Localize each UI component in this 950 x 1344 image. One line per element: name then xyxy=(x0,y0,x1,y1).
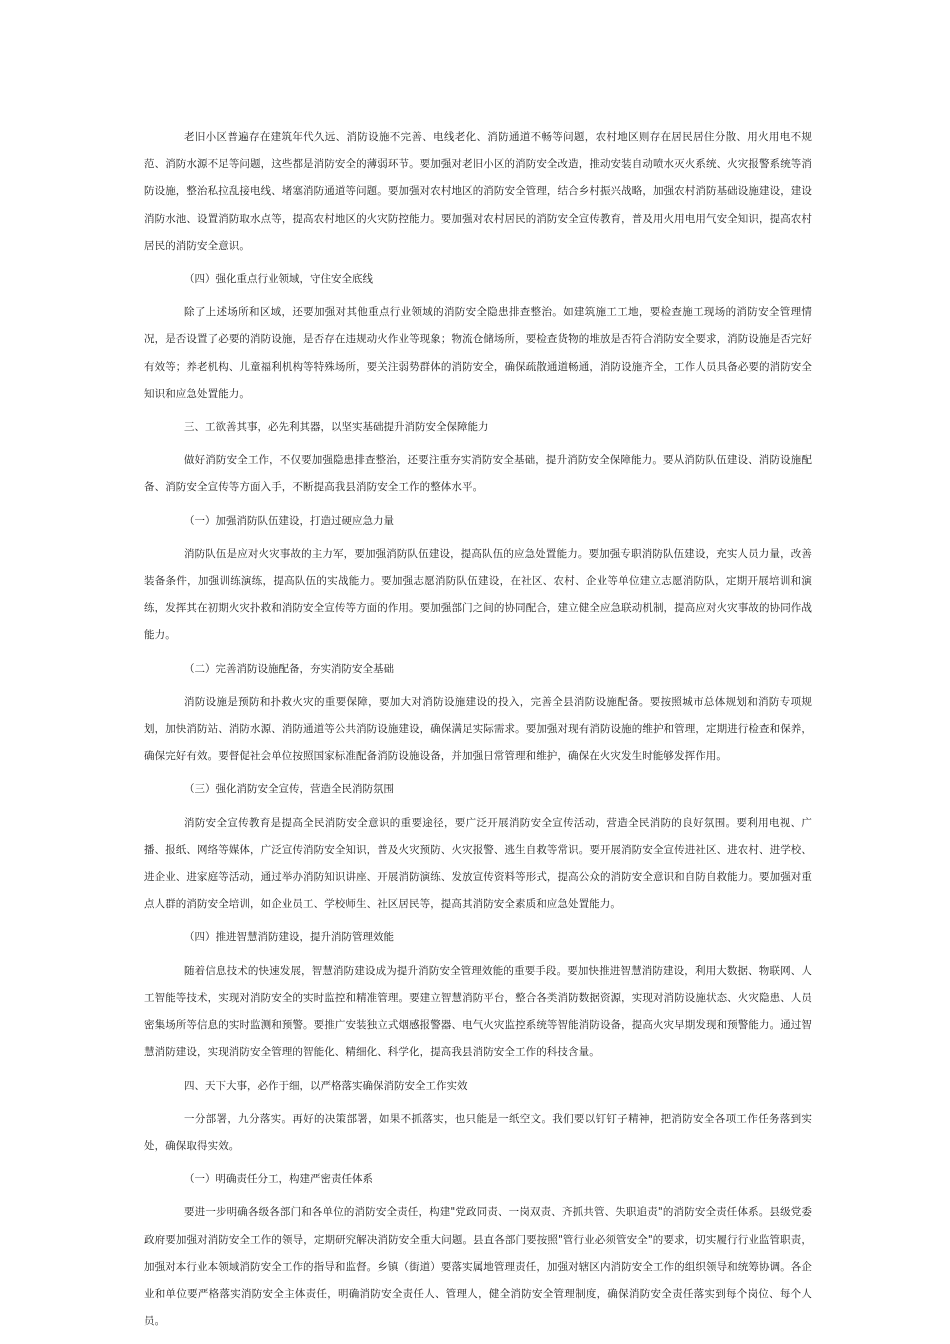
heading-responsibility: （一）明确责任分工，构建严密责任体系 xyxy=(184,1173,373,1186)
paragraph-fire-teams: 消防队伍是应对火灾事故的主力军，要加强消防队伍建设，提高队伍的应急处置能力。要加强专职消防队伍建设，充实人员力量，改善装备条件，加强训练演练，提高队伍的实战能力。要加强志愿消防队伍建设，在社区、农村、企业等单位建立志愿消防队，定期开展培训和演练，发挥其在初期火灾扑救和消防安全宣传等方面的作用。要加强部门之间的协同配合，建立健全应急联动机制，提高应对火灾事故的协同作战能力。 xyxy=(144,547,812,642)
heading-section-four: 四、天下大事，必作于细，以严格落实确保消防安全工作实效 xyxy=(184,1079,468,1092)
paragraph-section-three-intro: 做好消防安全工作，不仅要加强隐患排查整治，还要注重夯实消防安全基础，提升消防安全保障能力。要从消防队伍建设、消防设施配备、消防安全宣传等方面入手，不断提高我县消防安全工作的整体水平。 xyxy=(144,454,812,494)
heading-fire-publicity: （三）强化消防安全宣传，营造全民消防氛围 xyxy=(184,783,394,796)
heading-section-three: 三、工欲善其事，必先利其器，以坚实基础提升消防安全保障能力 xyxy=(184,421,489,434)
paragraph-smart-fire: 随着信息技术的快速发展，智慧消防建设成为提升消防安全管理效能的重要手段。要加快推进智慧消防建设，利用大数据、物联网、人工智能等技术，实现对消防安全的实时监控和精准管理。要建立智慧消防平台，整合各类消防数据资源，实现对消防设施状态、火灾隐患、人员密集场所等信息的实时监测和预警。要推广安装独立式烟感报警器、电气火灾监控系统等智能消防设备，提高火灾早期发现和预警能力。通过智慧消防建设，实现消防安全管理的智能化、精细化、科学化，提高我县消防安全工作的科技含量。 xyxy=(144,964,812,1059)
heading-fire-facilities: （二）完善消防设施配备，夯实消防安全基础 xyxy=(184,662,394,675)
paragraph-section-four-intro: 一分部署，九分落实。再好的决策部署，如果不抓落实，也只能是一纸空文。我们要以钉钉子精神，把消防安全各项工作任务落到实处，确保取得实效。 xyxy=(144,1112,812,1152)
paragraph-fire-publicity: 消防安全宣传教育是提高全民消防安全意识的重要途径，要广泛开展消防安全宣传活动，营造全民消防的良好氛围。要利用电视、广播、报纸、网络等媒体，广泛宣传消防安全知识，普及火灾预防、火灾报警、逃生自救等常识。要开展消防安全宣传进社区、进农村、进学校、进企业、进家庭等活动，通过举办消防知识讲座、开展消防演练、发放宣传资料等形式，提高公众的消防安全意识和自防自救能力。要加强对重点人群的消防安全培训，如企业员工、学校师生、社区居民等，提高其消防安全素质和应急处置能力。 xyxy=(144,816,812,911)
heading-smart-fire: （四）推进智慧消防建设，提升消防管理效能 xyxy=(184,931,394,944)
paragraph-fire-facilities: 消防设施是预防和扑救火灾的重要保障，要加大对消防设施建设的投入，完善全县消防设施配备。要按照城市总体规划和消防专项规划，加快消防站、消防水源、消防通道等公共消防设施建设，确保满足实际需求。要加强对现有消防设施的维护和管理，定期进行检查和保养，确保完好有效。要督促社会单位按照国家标准配备消防设施设备，并加强日常管理和维护，确保在火灾发生时能够发挥作用。 xyxy=(144,695,812,763)
paragraph-responsibility: 要进一步明确各级各部门和各单位的消防安全责任，构建"党政同责、一岗双责、齐抓共管、失职追责"的消防安全责任体系。县级党委政府要加强对消防安全工作的领导，定期研究解决消防安全重大问题。县直各部门要按照"管行业必须管安全"的要求，切实履行行业监管职责，加强对本行业本领域消防安全工作的指导和监督。乡镇（街道）要落实属地管理责任，加强对辖区内消防安全工作的组织领导和统筹协调。各企业和单位要严格落实消防安全主体责任，明确消防安全责任人、管理人，健全消防安全管理制度，确保消防安全责任落实到每个岗位、每个人员。 xyxy=(144,1206,812,1328)
document-page xyxy=(144,124,812,1341)
paragraph-old-communities-rural: 老旧小区普遍存在建筑年代久远、消防设施不完善、电线老化、消防通道不畅等问题，农村地区则存在居民居住分散、用火用电不规范、消防水源不足等问题，这些都是消防安全的薄弱环节。要加强对老旧小区的消防安全改造，推动安装自动喷水灭火系统、火灾报警系统等消防设施，整治私拉乱接电线、堵塞消防通道等问题。要加强对农村地区的消防安全管理，结合乡村振兴战略，加强农村消防基础设施建设，建设消防水池、设置消防取水点等，提高农村地区的火灾防控能力。要加强对农村居民的消防安全宣传教育，普及用火用电用气安全知识，提高农村居民的消防安全意识。 xyxy=(144,131,812,252)
heading-key-industries: （四）强化重点行业领域，守住安全底线 xyxy=(184,273,373,286)
heading-fire-teams: （一）加强消防队伍建设，打造过硬应急力量 xyxy=(184,514,394,527)
paragraph-key-industries: 除了上述场所和区域，还要加强对其他重点行业领域的消防安全隐患排查整治。如建筑施工工地，要检查施工现场的消防安全管理情况，是否设置了必要的消防设施，是否存在违规动火作业等现象；物流仓储场所，要检查货物的堆放是否符合消防安全要求，消防设施是否完好有效等；养老机构、儿童福利机构等特殊场所，要关注弱势群体的消防安全，确保疏散通道畅通，消防设施齐全，工作人员具备必要的消防安全知识和应急处置能力。 xyxy=(144,306,812,400)
